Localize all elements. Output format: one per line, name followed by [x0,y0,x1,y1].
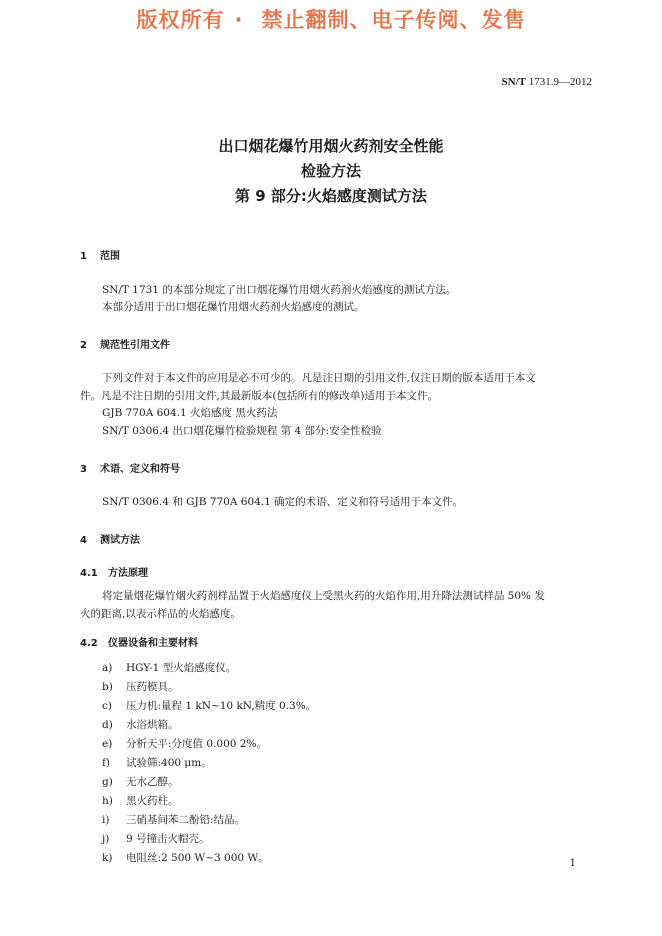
banner-dot: · [234,8,244,32]
list-item [102,679,179,694]
section-4-2-heading [80,634,198,649]
title-line-3: 第 9 部分:火焰感度测试方法 [235,187,427,205]
list-text: 压药模具。 [126,681,179,693]
list-item [102,831,210,846]
page-number: 1 [569,858,576,869]
standard-code: 1731.9—2012 [528,76,592,88]
list-item [102,774,179,789]
section-number: 4 [80,535,87,546]
banner-right: 禁止翻制、电子传阅、发售 [261,8,526,32]
list-marker: h) [102,795,113,807]
section-title: 规范性引用文件 [100,340,170,351]
list-item [102,660,236,675]
copyright-banner [0,4,662,34]
list-item [102,850,269,865]
list-marker: b) [102,681,113,693]
section-title: 范围 [100,251,120,262]
list-text: 分析天平:分度值 0.000 2%。 [126,738,267,750]
list-text: 三硝基间苯二酚铅:结晶。 [126,814,246,826]
section-title: 测试方法 [100,535,140,546]
list-item [102,698,316,713]
paragraph: 将定量烟花爆竹烟火药剂样品置于火焰感度仪上受黑火药的火焰作用,用升降法测试样品 50% 发 [102,590,545,602]
section-4-heading [80,531,140,546]
paragraph: 本部分适用于出口烟花爆竹用烟火药剂火焰感度的测试。 [102,301,365,313]
list-text: HGY-1 型火焰感度仪。 [126,662,237,674]
list-text: 电阻丝:2 500 W~3 000 W。 [126,852,269,864]
section-1-heading [80,247,120,262]
list-marker: f) [102,757,110,769]
list-text: 试验筛:400 μm。 [126,757,212,769]
list-item [102,736,267,751]
section-number: 2 [80,340,87,351]
list-text: 压力机:量程 1 kN~10 kN,精度 0.3%。 [126,700,317,712]
list-marker: j) [102,833,110,845]
section-title: 术语、定义和符号 [100,464,180,475]
paragraph: SN/T 0306.4 和 GJB 770A 604.1 确定的术语、定义和符号适用于本文件。 [102,496,464,508]
list-item [102,812,245,827]
list-marker: k) [102,852,113,864]
reference-item: GJB 770A 604.1 火焰感度 黑火药法 [102,407,278,419]
section-2-heading [80,336,170,351]
list-text: 黑火药柱。 [126,795,179,807]
section-4-1-heading [80,564,148,579]
list-marker: e) [102,738,113,750]
title-line-1: 出口烟花爆竹用烟火药剂安全性能 [218,137,444,155]
list-item [102,793,179,808]
section-number: 4.1 [80,568,98,579]
paragraph: SN/T 1731 的本部分规定了出口烟花爆竹用烟火药剂火焰感度的测试方法。 [102,284,457,296]
standard-number [502,76,592,88]
list-marker: c) [102,700,112,712]
list-text: 9 号撞击火帽壳。 [126,833,210,845]
reference-item: SN/T 0306.4 出口烟花爆竹检验规程 第 4 部分:安全性检验 [102,425,382,437]
list-marker: g) [102,776,113,788]
paragraph: 件。凡是不注日期的引用文件,其最新版本(包括所有的修改单)适用于本文件。 [80,390,439,402]
list-text: 水浴烘箱。 [126,719,179,731]
list-marker: a) [102,662,113,674]
paragraph: 下列文件对于本文件的应用是必不可少的。凡是注日期的引用文件,仅注日期的版本适用于本文 [102,372,536,384]
section-3-heading [80,460,180,475]
section-title: 仪器设备和主要材料 [108,638,198,649]
list-marker: i) [102,814,110,826]
section-number: 1 [80,251,87,262]
standard-prefix: SN/T [501,76,526,88]
list-text: 无水乙醇。 [126,776,179,788]
banner-left: 版权所有 [136,8,225,32]
paragraph: 火的距离,以表示样品的火焰感度。 [80,608,241,620]
section-number: 3 [80,464,87,475]
list-item [102,717,179,732]
list-item [102,755,212,770]
section-number: 4.2 [80,638,98,649]
title-line-2: 检验方法 [300,162,361,180]
section-title: 方法原理 [108,568,148,579]
list-marker: d) [102,719,113,731]
